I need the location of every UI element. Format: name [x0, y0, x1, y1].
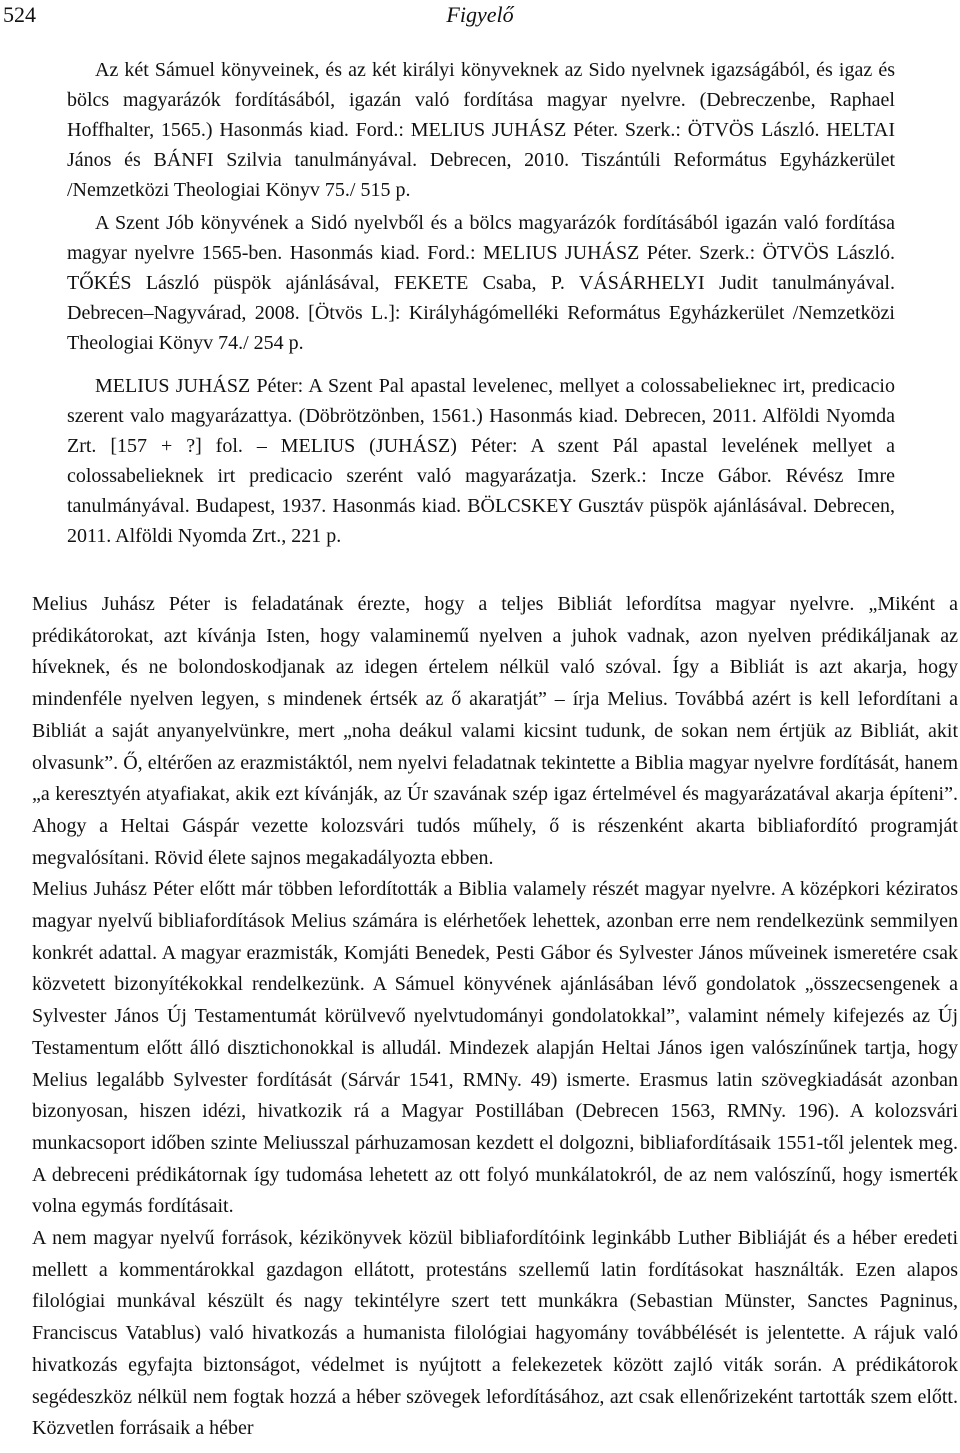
body-paragraph: Melius Juhász Péter előtt már többen lefordították a Biblia valamely részét magyar nyelvre. A középkori kéziratos magyar nyelvű bibliafordítások Melius számára is elérhetőek lehettek, azonban erre nem rendelkezünk semmilyen konkrét adattal. A magyar erazmisták, Komjáti Benedek, Pesti Gábor és Sylvester János műveinek ismeretére csak közvetett bizonyítékokkal rendelkezünk. A Sámuel könyvének ajánlásában lévő gondolatok „összecsengenek a Sylvester János Új Testamentumát körülvevő nyelvtudományi gondolatokkal”, valamint némely kifejezés az Új Testamentum előtt álló disztichonokkal is alludál. Mindezek alapján Heltai János igen valószínűnek tartja, hogy Melius legalább Sylvester fordítását (Sárvár 1541, RMNy. 49) ismerte. Erasmus latin szövegkiadását azonban bizonyosan, hiszen idézi, hivatkozik rá a Magyar Postillában (Debrecen 1563, RMNy. 196). A kolozsvári munkacsoport időben szinte Meliusszal párhuzamosan kezdett el dolgozni, bibliafordításaik 1551-től jelentek meg. A debreceni prédikátornak így tudomása lehetett az ott folyó munkálatokról, de az nem valószínű, hogy ismerték volna egymás fordításait. [32, 878, 958, 1218]
bibliography-text: A Szent Jób könyvének a Sidó nyelvből és a bölcs magyarázók fordításából igazán való fordítása magyar nyelvre 1565-ben. Hasonmás kiad. Ford.: MELIUS JUHÁSZ Péter. Szerk.: ÖTVÖS László. TŐKÉS László püspök ajánlásával, FEKETE Csaba, P. VÁSÁRHELYI Judit tanulmányával. Debrecen–Nagyvárad, 2008. [Ötvös L.]: Királyhágómelléki Református Egyházkerület /Nemzetközi Theologiai Könyv 74./ 254 p. [67, 212, 895, 354]
bibliography-entry [67, 208, 895, 358]
body-paragraph: A nem magyar nyelvű források, kézikönyvek közül bibliafordítóink leginkább Luther Bibliáját és a héber eredeti mellett a kommentárokkal gazdagon ellátott, protestáns szellemű latin fordításokat használták. Ezen alapos filológiai munkával készült és nagy tekintélyre szert tett munkákra (Sebastian Münster, Sanctes Pagninus, Franciscus Vatablus) való hivatkozás a humanista filológiai hagyomány továbbélését is jelentette. A rájuk való hivatkozás egyfajta biztonságot, védelmet is nyújtott a felekezetek között zajló viták során. A prédikátorok segédeszköz nélkül nem fogtak hozzá a héber szövegek lefordításához, azt csak ellenőrizeként tartották szem előtt. Közvetlen forrásaik a héber [32, 1227, 958, 1440]
page-number: 524 [3, 2, 36, 27]
page-header [0, 0, 960, 40]
bibliography-entry [67, 371, 895, 551]
bibliography-text: Az két Sámuel könyveinek, és az két királyi könyveknek az Sido nyelvnek igazságából, és igaz és bölcs magyarázók fordításából, igazán való fordítása magyar nyelvre. (Debreczenbe, Raphael Hoffhalter, 1565.) Hasonmás kiad. Ford.: MELIUS JUHÁSZ Péter. Szerk.: ÖTVÖS László. HELTAI János és BÁNFI Szilvia tanulmányával. Debrecen, 2010. Tiszántúli Református Egyházkerület /Nemzetközi Theologiai Könyv 75./ 515 p. [67, 59, 895, 201]
bibliography-text: MELIUS JUHÁSZ Péter: A Szent Pal apastal levelenec, mellyet a colossabelieknec irt, predicacio szerent valo magyarázattya. (Döbrötzönben, 1561.) Hasonmás kiad. Debrecen, 2011. Alföldi Nyomda Zrt. [157 + ?] fol. – MELIUS (JUHÁSZ) Péter: A szent Pál apastal levelének mellyet a colossabelieknek irt predicacio szerént való magyarázatja. Szerk.: Incze Gábor. Révész Imre tanulmányával. Budapest, 1937. Hasonmás kiad. BÖLCSKEY Gusztáv püspök ajánlásával. Debrecen, 2011. Alföldi Nyomda Zrt., 221 p. [67, 375, 895, 547]
running-title: Figyelő [446, 2, 514, 27]
body-paragraph: Melius Juhász Péter is feladatának érezte, hogy a teljes Bibliát lefordítsa magyar nyelvre. „Miként a prédikátorokat, azt kívánja Isten, hogy valaminemű nyelven a juhok vadnak, azon nyelven prédikáljanak az híveknek, és ne bolondoskodjanak az idegen értelem nélkül való szóval. Így a Bibliát is azt akarja, hogy mindenféle nyelven legyen, s mindenek értsék az ő akaratját” – írja Melius. Továbbá azért is kell lefordítani a Bibliát a saját anyanyelvünkre, mert „noha deákul valami kicsint tudunk, de sokan nem értjük az Bibliát, akit olvasunk”. Ő, eltérően az erazmistáktól, nem nyelvi feladatnak tekintette a Biblia magyar nyelvre fordítását, hanem „a keresztyén atyafiakat, akik ezt kívánják, az Úr szavának szép igaz értelmével és magyarázatával akarja építeni”. Ahogy a Heltai Gáspár vezette kolozsvári tudós műhely, ő is részenként akarta bibliafordító programját megvalósítani. Rövid élete sajnos megakadályozta ebben. [32, 593, 958, 869]
body-text [32, 589, 958, 1445]
bibliography-entry [67, 55, 895, 205]
